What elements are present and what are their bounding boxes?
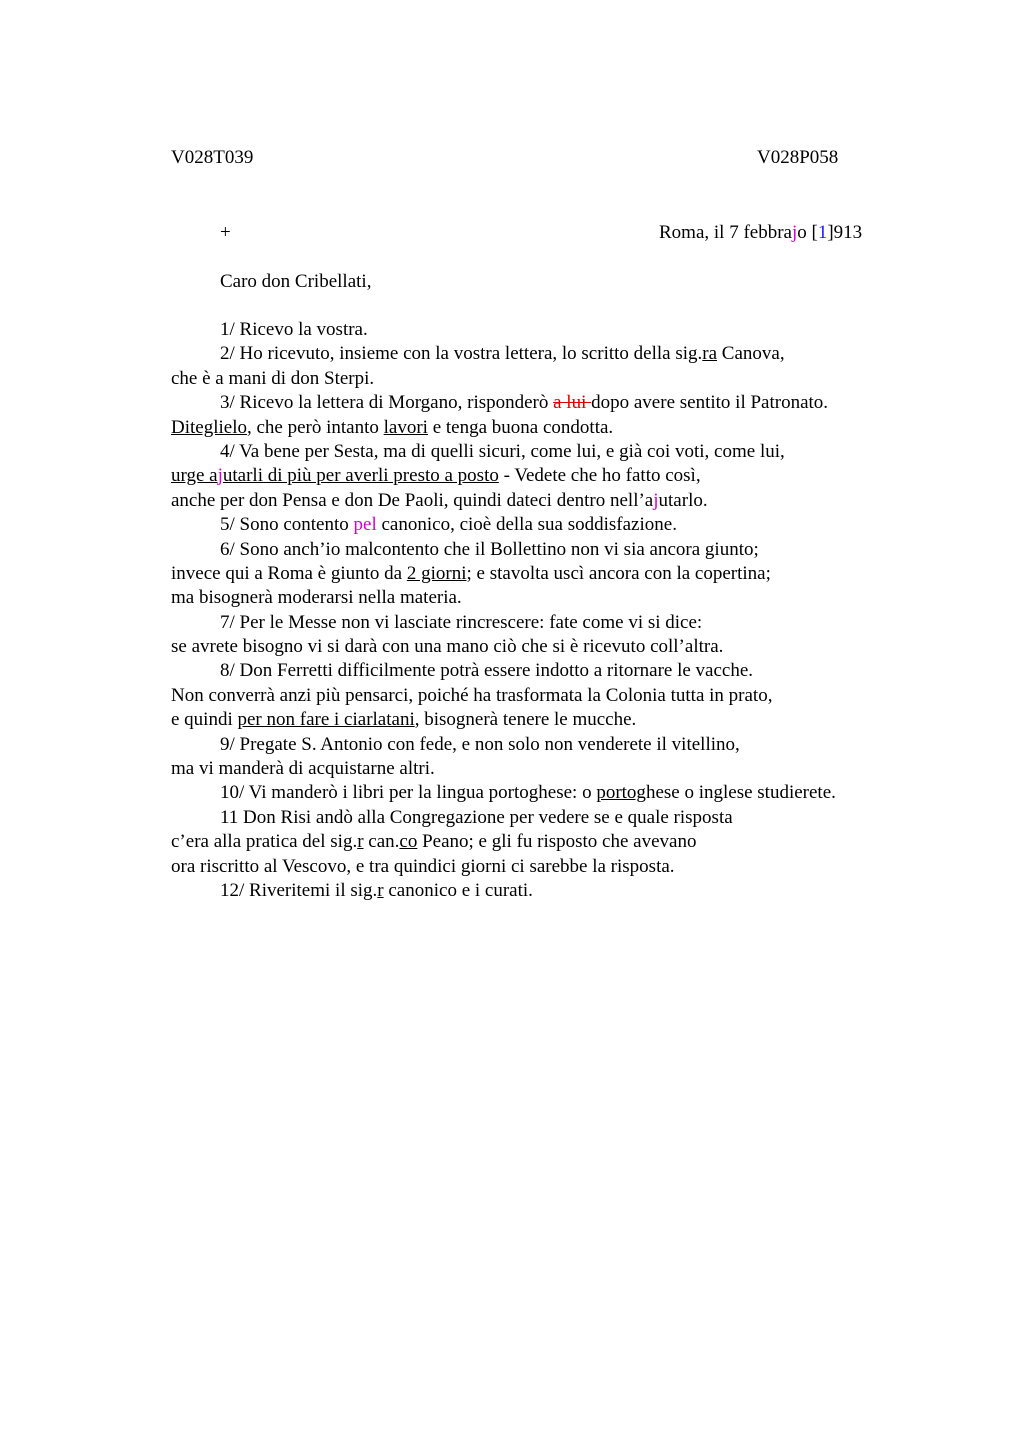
line-17: e quindi per non fare i ciarlatani, bisognerà tenere le mucche. [171, 709, 637, 731]
letter-date: Roma, il 7 febbrajo [1]913 [659, 222, 863, 243]
line-24: 12/ Riveritemi il sig.r canonico e i curati. [220, 879, 533, 901]
cross-mark: + [220, 222, 231, 243]
line-15: 8/ Don Ferretti difficilmente potrà essere indotto a ritornare le vacche. [220, 660, 754, 682]
salutation: Caro don Cribellati, [220, 271, 372, 292]
line-22: c’era alla pratica del sig.r can.co Peano; e gli fu risposto che avevano [171, 831, 697, 853]
deleted-text: a lui [553, 392, 592, 414]
line-19: ma vi manderà di acquistarne altri. [171, 758, 435, 780]
line-5: Diteglielo, che però intanto lavori e tenga buona condotta. [171, 416, 614, 438]
document-code-left: V028T039 [171, 147, 254, 168]
document-code-right: V028P058 [757, 147, 839, 168]
line-11: invece qui a Roma è giunto da 2 giorni; e stavolta uscì ancora con la copertina; [171, 562, 771, 584]
line-6: 4/ Va bene per Sesta, ma di quelli sicuri, come lui, e già coi voti, come lui, [220, 440, 785, 462]
letter-body [171, 318, 931, 903]
line-10: 6/ Sono anch’io malcontento che il Bollettino non vi sia ancora giunto; [220, 538, 759, 560]
line-13: 7/ Per le Messe non vi lasciate rincrescere: fate come vi si dice: [220, 611, 703, 633]
line-18: 9/ Pregate S. Antonio con fede, e non solo non venderete il vitellino, [220, 733, 740, 755]
line-23: ora riscritto al Vescovo, e tra quindici giorni ci sarebbe la risposta. [171, 855, 675, 877]
line-2: 2/ Ho ricevuto, insieme con la vostra lettera, lo scritto della sig.ra Canova, [220, 343, 785, 365]
line-14: se avrete bisogno vi si darà con una mano ciò che si è ricevuto coll’altra. [171, 636, 724, 658]
line-16: Non converrà anzi più pensarci, poiché ha trasformata la Colonia tutta in prato, [171, 684, 773, 706]
line-4: 3/ Ricevo la lettera di Morgano, risponderò a lui dopo avere sentito il Patronato. [220, 392, 829, 414]
line-7: urge ajutarli di più per averli presto a posto - Vedete che ho fatto così, [171, 465, 701, 487]
line-21: 11 Don Risi andò alla Congregazione per vedere se e quale risposta [220, 806, 733, 828]
line-12: ma bisognerà moderarsi nella materia. [171, 587, 462, 609]
line-9: 5/ Sono contento pel canonico, cioè della sua soddisfazione. [220, 514, 677, 536]
line-1: 1/ Ricevo la vostra. [220, 319, 368, 340]
line-8: anche per don Pensa e don De Paoli, quindi dateci dentro nell’ajutarlo. [171, 489, 708, 511]
line-3: che è a mani di don Sterpi. [171, 367, 375, 389]
line-20: 10/ Vi manderò i libri per la lingua portoghese: o portoghese o inglese studierete. [220, 782, 836, 804]
